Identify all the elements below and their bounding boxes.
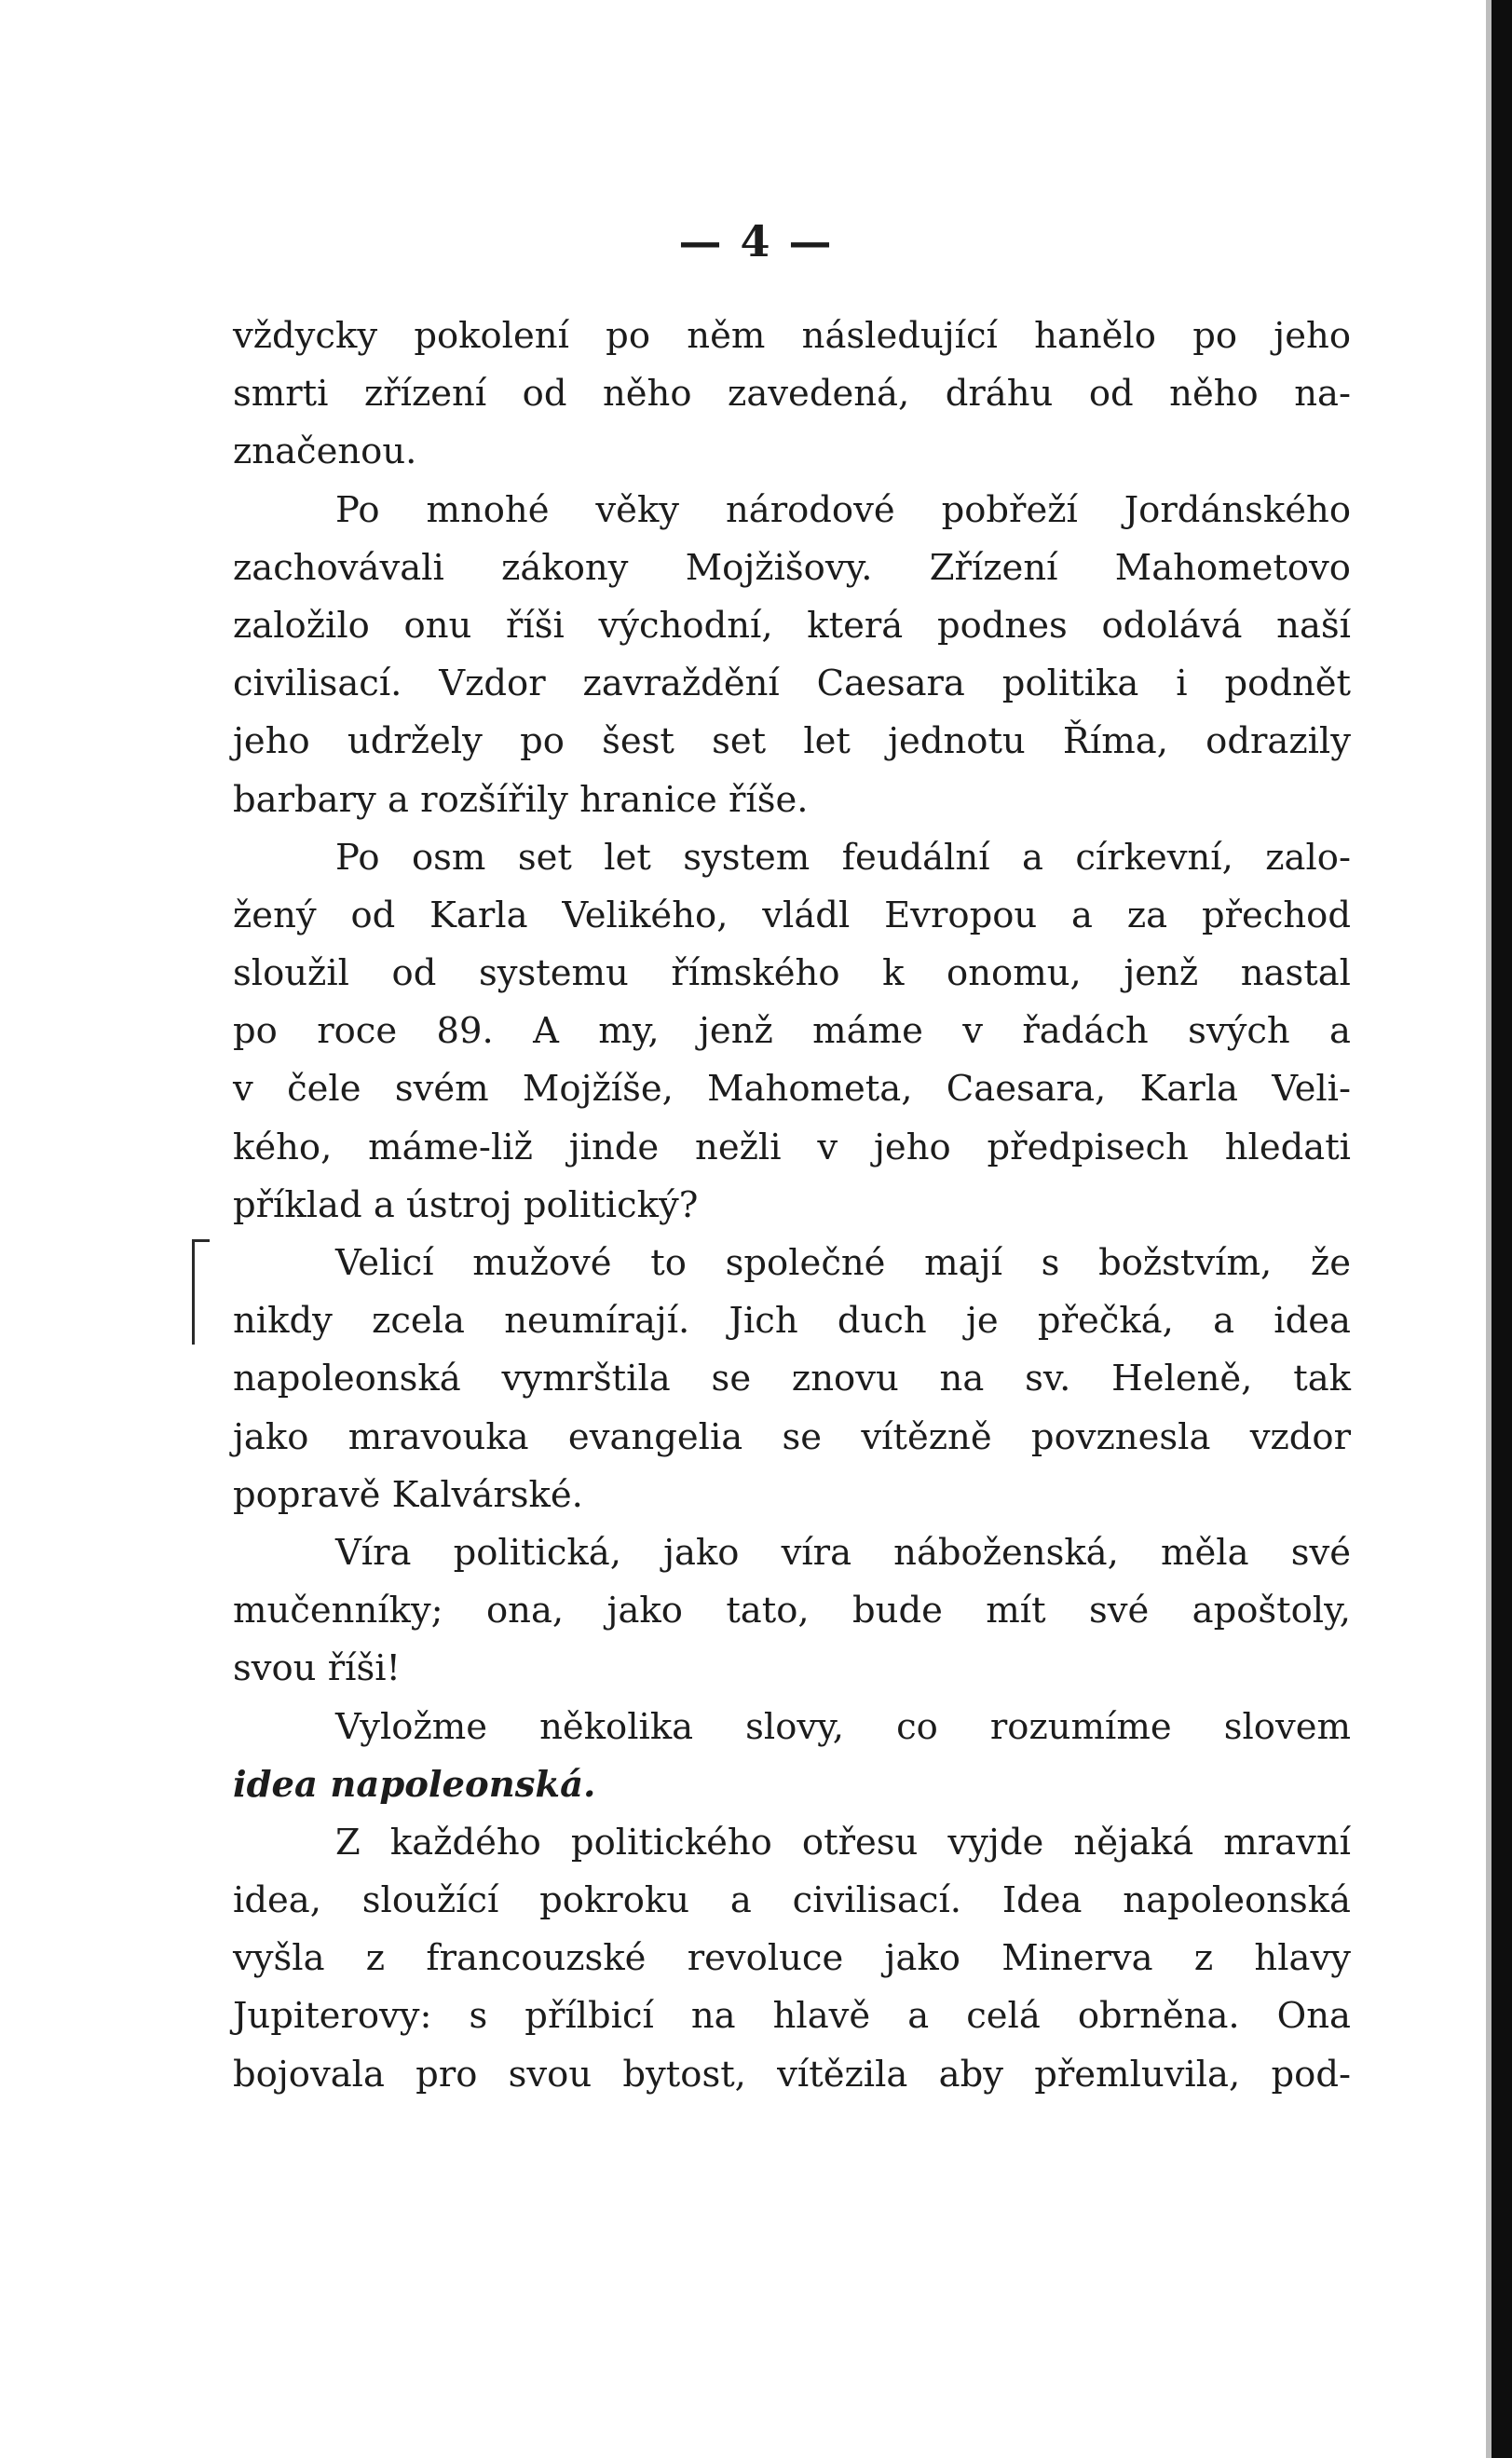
text-line: svou říši! [233, 1647, 401, 1690]
text-line: založilo onu říši východní, která podnes odolává naší [233, 604, 1351, 647]
text-line: nikdy zcela neumírají. Jich duch je přečká, a idea [233, 1300, 1351, 1343]
text-line: v čele svém Mojžíše, Mahometa, Caesara, Karla Veli- [233, 1068, 1351, 1111]
text-line: popravě Kalvárské. [233, 1473, 583, 1516]
text-line: mučenníky; ona, jako tato, bude mít své apoštoly, [233, 1590, 1351, 1632]
text-line: vyšla z francouzské revoluce jako Minerva z hlavy [233, 1937, 1351, 1980]
text-line: bojovala pro svou bytost, vítězila aby přemluvila, pod- [233, 2053, 1351, 2096]
text-line: Po osm set let system feudální a církevní, zalo- [335, 836, 1351, 879]
text-line: Velicí mužové to společné mají s božstvím, že [335, 1242, 1351, 1284]
italic-term: idea napoleonská. [233, 1763, 596, 1806]
text-line: civilisací. Vzdor zavraždění Caesara politika i podnět [233, 662, 1351, 705]
text-line: jako mravouka evangelia se vítězně povznesla vzdor [233, 1415, 1351, 1458]
text-line: idea, sloužící pokroku a civilisací. Idea napoleonská [233, 1879, 1351, 1922]
text-line: příklad a ústroj politický? [233, 1183, 699, 1226]
text-body [233, 307, 1351, 2104]
text-line: Po mnohé věky národové pobřeží Jordánského [335, 488, 1351, 531]
text-line: napoleonská vymrštila se znovu na sv. Heleně, tak [233, 1358, 1351, 1400]
margin-mark [192, 1239, 210, 1345]
text-line: značenou. [233, 430, 417, 473]
text-line: jeho udržely po šest set let jednotu Říma, odrazily [233, 720, 1351, 763]
scan-edge [1492, 0, 1512, 2458]
text-line: zachovávali zákony Mojžišovy. Zřízení Mahometovo [233, 546, 1351, 589]
text-line: Vyložme několika slovy, co rozumíme slovem [335, 1705, 1351, 1748]
text-line: barbary a rozšířily hranice říše. [233, 778, 809, 821]
text-line: vždycky pokolení po něm následující hanělo po jeho [233, 315, 1351, 357]
text-line: Jupiterovy: s přílbicí na hlavě a celá obrněna. Ona [233, 1995, 1351, 2038]
text-line: po roce 89. A my, jenž máme v řadách svých a [233, 1010, 1351, 1053]
text-line: sloužil od systemu římského k onomu, jenž nastal [233, 952, 1351, 995]
text-line: žený od Karla Velikého, vládl Evropou a za přechod [233, 894, 1351, 936]
text-line: kého, máme-liž jinde nežli v jeho předpisech hledati [233, 1126, 1351, 1168]
text-line: smrti zřízení od něho zavedená, dráhu od něho na- [233, 373, 1351, 416]
text-line: Víra politická, jako víra náboženská, měla své [335, 1531, 1351, 1574]
text-line: Z každého politického otřesu vyjde nějaká mravní [335, 1821, 1351, 1864]
page-number: — 4 — [678, 216, 834, 266]
